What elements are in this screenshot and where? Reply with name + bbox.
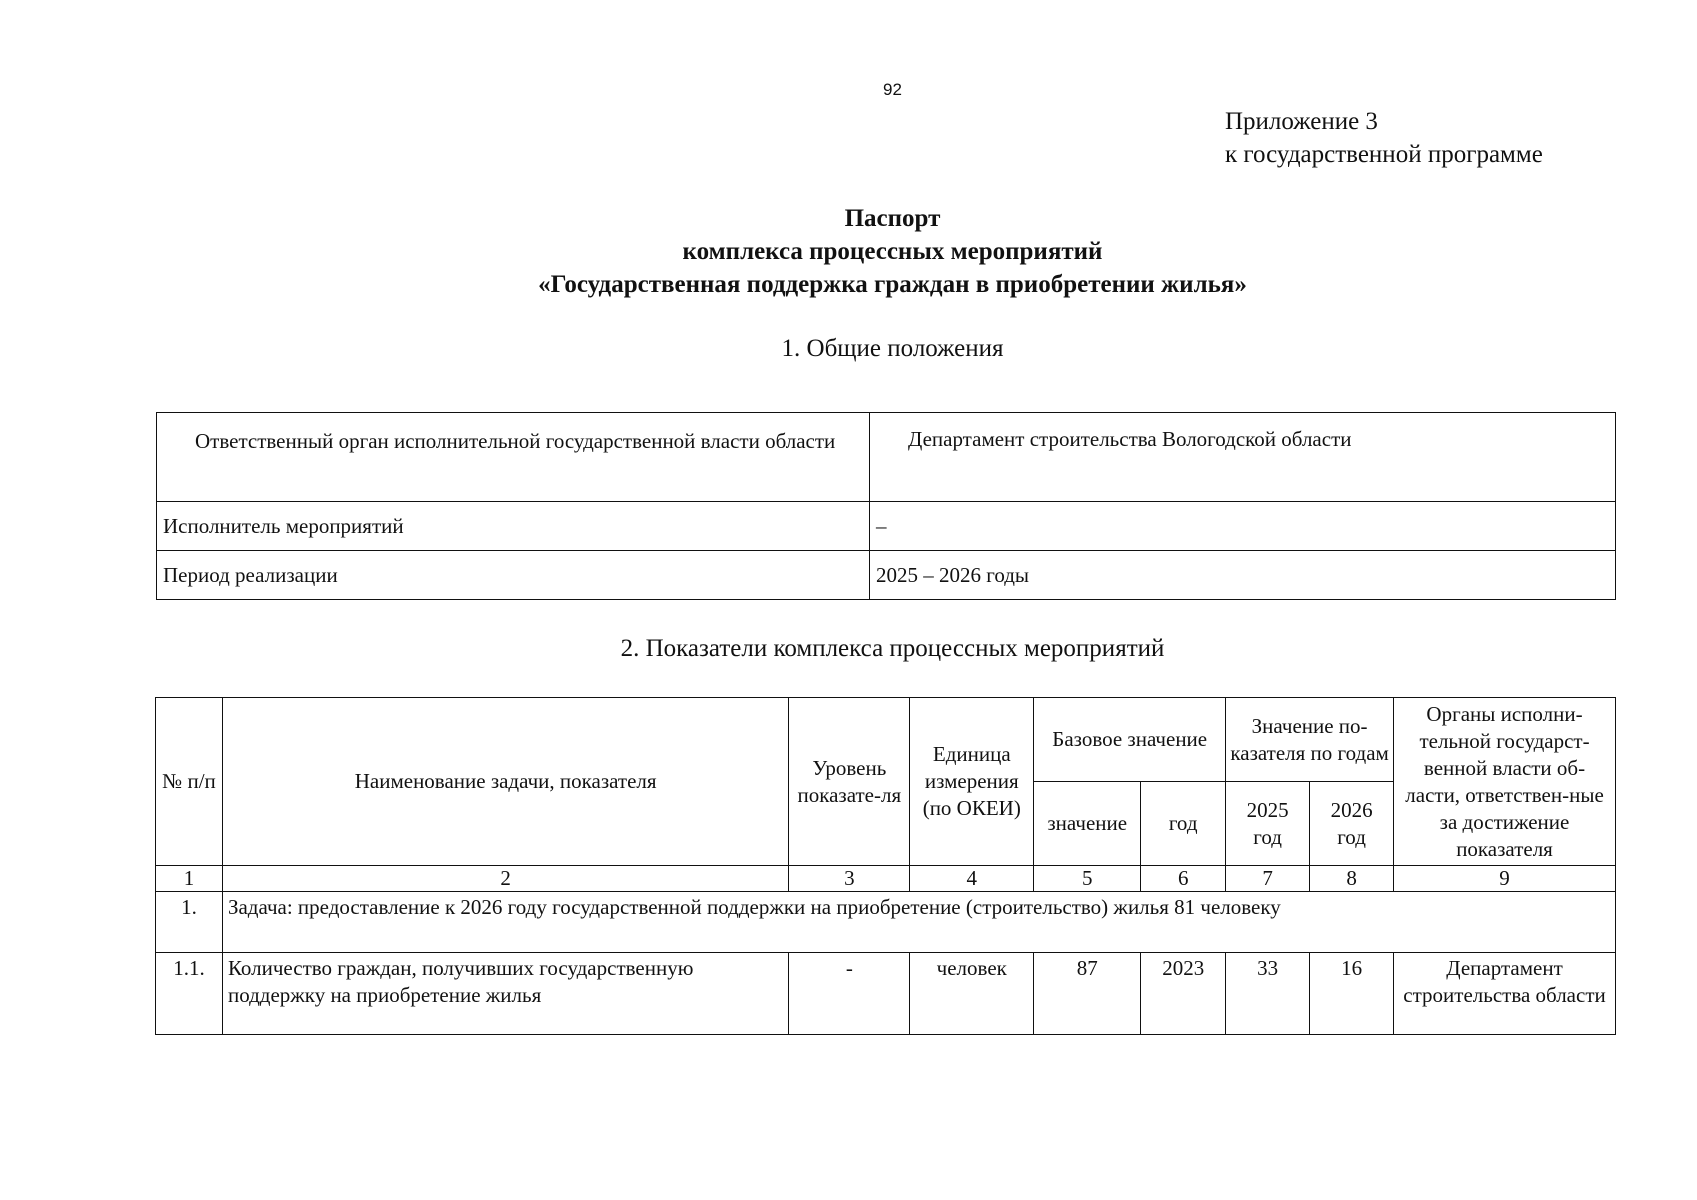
- column-number: 5: [1034, 866, 1141, 892]
- col-header-base: Базовое значение: [1034, 698, 1226, 782]
- col-header-2025: 2025 год: [1226, 782, 1310, 866]
- column-number: 9: [1394, 866, 1616, 892]
- appendix-note: [1225, 105, 1543, 171]
- column-number: 1: [156, 866, 223, 892]
- row-label: Период реализации: [157, 551, 870, 600]
- task-num: 1.: [156, 892, 223, 953]
- col-header-num: № п/п: [156, 698, 223, 866]
- document-title: [0, 202, 1697, 301]
- table-row: [157, 551, 1616, 600]
- title-line-1: Паспорт: [844, 205, 941, 232]
- row-value: 2025 – 2026 годы: [870, 551, 1616, 600]
- indicator-row: [156, 953, 1616, 1035]
- column-number: 7: [1226, 866, 1310, 892]
- appendix-line-1: Приложение 3: [1225, 108, 1378, 135]
- task-row: [156, 892, 1616, 953]
- section-1-heading: 1. Общие положения: [781, 335, 1004, 362]
- col-header-bodies: Органы исполни-тельной государст-венной власти об-ласти, ответствен-ные за достижение показателя: [1394, 698, 1616, 866]
- row-label: Ответственный орган исполнительной государственной власти области: [157, 413, 870, 502]
- row-value: –: [870, 502, 1616, 551]
- col-header-unit: Единица измерения (по ОКЕИ): [910, 698, 1034, 866]
- indicator-base-year: 2023: [1141, 953, 1226, 1035]
- col-header-level: Уровень показате-ля: [789, 698, 910, 866]
- title-line-2: комплекса процессных мероприятий: [682, 238, 1103, 265]
- appendix-line-2: к государственной программе: [1225, 141, 1543, 168]
- indicators-table: [155, 697, 1616, 1035]
- page-number: 92: [883, 80, 902, 99]
- col-header-by-years: Значение по-казателя по годам: [1226, 698, 1394, 782]
- section-2-heading: 2. Показатели комплекса процессных мероприятий: [620, 635, 1165, 662]
- indicator-unit: человек: [910, 953, 1034, 1035]
- indicator-value-2026: 16: [1310, 953, 1394, 1035]
- task-text: Задача: предоставление к 2026 году государственной поддержки на приобретение (строительство) жилья 81 человеку: [222, 892, 1615, 953]
- indicator-num: 1.1.: [156, 953, 223, 1035]
- col-header-base-value: значение: [1034, 782, 1141, 866]
- col-header-base-year: год: [1141, 782, 1226, 866]
- header-row: [156, 698, 1616, 782]
- indicator-name: Количество граждан, получивших государственную поддержку на приобретение жилья: [222, 953, 788, 1035]
- column-number: 6: [1141, 866, 1226, 892]
- column-number: 8: [1310, 866, 1394, 892]
- table-row: [157, 502, 1616, 551]
- col-header-name: Наименование задачи, показателя: [222, 698, 788, 866]
- column-numbers-row: [156, 866, 1616, 892]
- column-number: 2: [222, 866, 788, 892]
- column-number: 3: [789, 866, 910, 892]
- column-number: 4: [910, 866, 1034, 892]
- title-line-3: «Государственная поддержка граждан в приобретении жилья»: [538, 271, 1247, 298]
- general-provisions-table: [156, 412, 1616, 600]
- indicator-level: -: [789, 953, 910, 1035]
- indicator-base-value: 87: [1034, 953, 1141, 1035]
- row-value: Департамент строительства Вологодской области: [870, 413, 1616, 502]
- indicator-value-2025: 33: [1226, 953, 1310, 1035]
- col-header-2026: 2026 год: [1310, 782, 1394, 866]
- table-row: [157, 413, 1616, 502]
- indicator-responsible-body: Департамент строительства области: [1394, 953, 1616, 1035]
- row-label: Исполнитель мероприятий: [157, 502, 870, 551]
